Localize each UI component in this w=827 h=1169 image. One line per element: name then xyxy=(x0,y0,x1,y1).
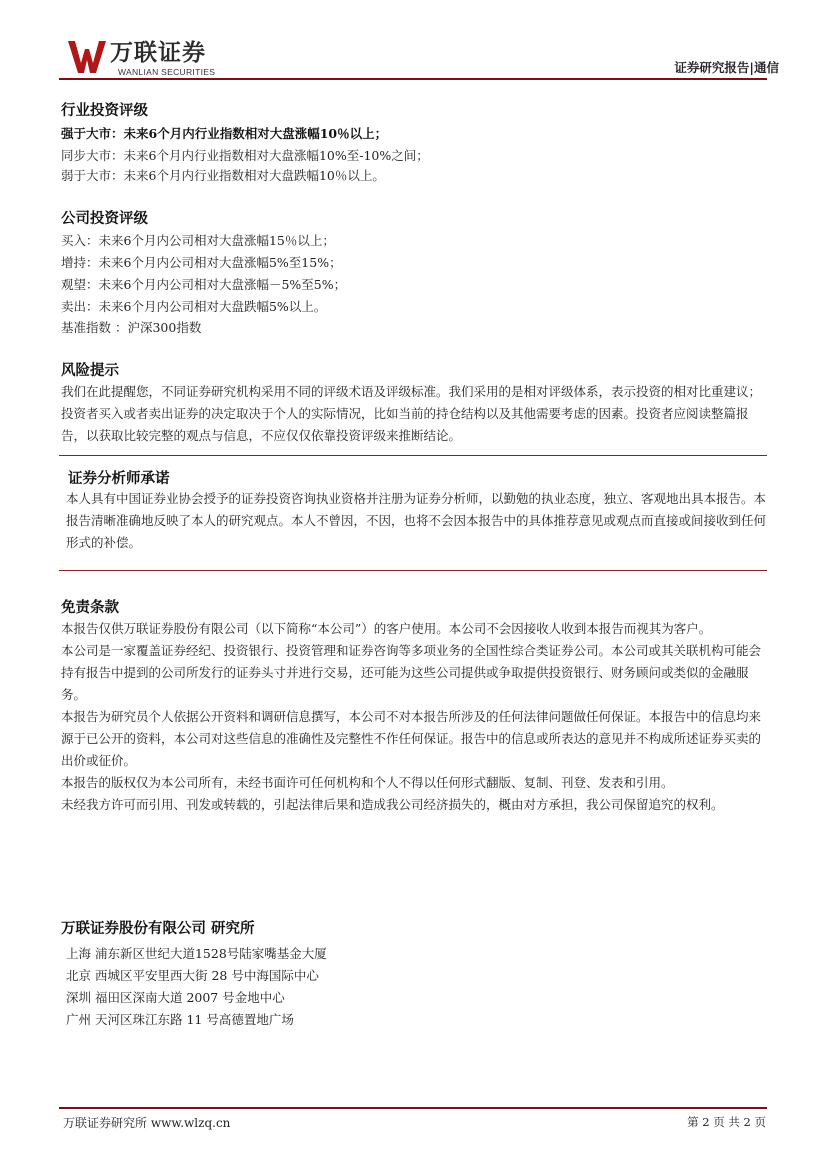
disclaimer-paragraph: 未经我方许可而引用、刊发或转载的，引起法律后果和造成我公司经济损失的，概由对方承担，我公司保留追究的权利。 xyxy=(61,797,724,812)
disclaimer-paragraph: 本公司是一家覆盖证券经纪、投资银行、投资管理和证券咨询等多项业务的全国性综合类证券公司。本公司或其关联机构可能会持有报告中提到的公司所发行的证券头寸并进行交易，还可能为这些公司提供或争取提供投资银行、财务顾问或类似的金融服务。 xyxy=(61,643,762,702)
disclaimer-paragraph: 本报告的版权仅为本公司所有，未经书面许可任何机构和个人不得以任何形式翻版、复制、刊登、发表和引用。 xyxy=(61,775,674,790)
disclaimer-paragraph: 本报告仅供万联证券股份有限公司（以下简称“本公司”）的客户使用。本公司不会因接收人收到本报告而视其为客户。 xyxy=(61,621,712,636)
address-line: 上海 浦东新区世纪大道1528号陆家嘴基金大厦 xyxy=(66,946,327,961)
risk-title: 风险提示 xyxy=(61,362,119,379)
page-number: 第 2 页 共 2 页 xyxy=(687,1115,766,1129)
company-rating-item: 买入：未来6个月内公司相对大盘涨幅15％以上； xyxy=(61,233,335,248)
disclaimer-paragraph: 本报告为研究员个人依据公开资料和调研信息撰写，本公司不对本报告所涉及的任何法律问题做任何保证。本报告中的信息均来源于已公开的资料，本公司对这些信息的准确性及完整性不作任何保证。报告中的信息或所表达的意见并不构成所述证券买卖的出价或征价。 xyxy=(61,709,762,768)
company-rating-item: 观望：未来6个月内公司相对大盘涨幅－5%至5%； xyxy=(61,277,347,292)
company-rating-item: 增持：未来6个月内公司相对大盘涨幅5%至15%； xyxy=(61,255,342,270)
disclaimer-title: 免责条款 xyxy=(61,599,119,616)
analyst-statement-text: 本人具有中国证券业协会授予的证券投资咨询执业资格并注册为证券分析师，以勤勉的执业态度，独立、客观地出具本报告。本报告清晰准确地反映了本人的研究观点。本人不曾因，不因，也将不会因本报告中的具体推荐意见或观点而直接或间接收到任何形式的补偿。 xyxy=(66,491,767,550)
address-line: 广州 天河区珠江东路 11 号高德置地广场 xyxy=(66,1012,294,1027)
industry-rating-item: 强于大市：未来6个月内行业指数相对大盘涨幅10％以上； xyxy=(61,126,388,141)
company-rating-item: 卖出：未来6个月内公司相对大盘跌幅5%以上。 xyxy=(61,299,327,314)
logo-english-name: WANLIAN SECURITIES xyxy=(118,67,216,77)
footer-divider xyxy=(59,1107,767,1109)
document-type-label: 证券研究报告|通信 xyxy=(674,60,779,75)
benchmark-index: 基准指数 ：沪深300指数 xyxy=(61,320,202,335)
section-divider xyxy=(59,455,767,456)
section-divider xyxy=(59,570,767,571)
header-divider xyxy=(59,78,767,80)
company-rating-title: 公司投资评级 xyxy=(61,210,148,227)
wanlian-logo-icon xyxy=(68,41,106,73)
analyst-statement-title: 证券分析师承诺 xyxy=(68,470,170,487)
risk-text: 我们在此提醒您，不同证券研究机构采用不同的评级术语及评级标准。我们采用的是相对评级体系，表示投资的相对比重建议；投资者买入或者卖出证券的决定取决于个人的实际情况，比如当前的持仓结构以及其他需要考虑的因素。投资者应阅读整篇报告，以获取比较完整的观点与信息，不应仅仅依靠投资评级来推断结论。 xyxy=(61,384,762,443)
industry-rating-title: 行业投资评级 xyxy=(61,102,148,119)
industry-rating-item: 弱于大市：未来6个月内行业指数相对大盘跌幅10％以上。 xyxy=(61,168,385,183)
disclaimer-body xyxy=(61,618,773,816)
address-line: 深圳 福田区深南大道 2007 号金地中心 xyxy=(66,990,285,1005)
research-institute-title: 万联证券股份有限公司 研究所 xyxy=(61,920,255,937)
industry-rating-item: 同步大市：未来6个月内行业指数相对大盘涨幅10%至-10%之间； xyxy=(61,148,429,163)
footer-source: 万联证券研究所 www.wlzq.cn xyxy=(63,1116,231,1130)
logo-chinese-name: 万联证券 xyxy=(110,40,206,66)
address-line: 北京 西城区平安里西大街 28 号中海国际中心 xyxy=(66,968,319,983)
